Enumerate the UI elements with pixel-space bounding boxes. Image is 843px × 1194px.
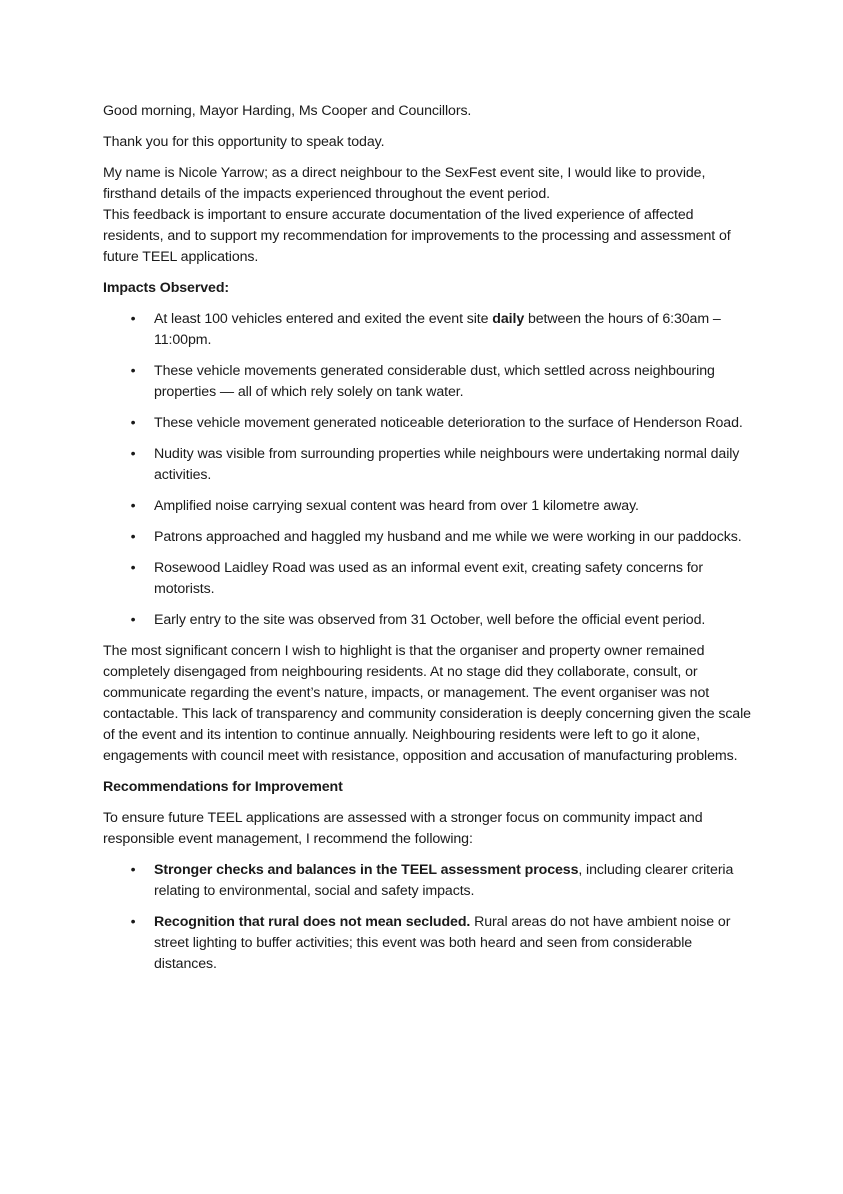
- list-item: • Nudity was visible from surrounding properties while neighbours were undertaking normal daily activities.: [103, 444, 753, 486]
- bullet-icon: •: [130, 363, 136, 379]
- emphasis: Recognition that rural does not mean secluded.: [154, 914, 471, 930]
- document-page: [103, 101, 753, 985]
- bullet-icon: •: [130, 862, 136, 878]
- list-item: • Recognition that rural does not mean secluded. Rural areas do not have ambient noise or street lighting to buffer activities; this event was both heard and seen from considerable distances.: [103, 912, 753, 975]
- bullet-icon: •: [130, 498, 136, 514]
- list-item: • Amplified noise carrying sexual content was heard from over 1 kilometre away.: [103, 496, 753, 517]
- list-item: • These vehicle movement generated noticeable deterioration to the surface of Henderson Road.: [103, 413, 753, 434]
- list-item: • Rosewood Laidley Road was used as an informal event exit, creating safety concerns for motorists.: [103, 558, 753, 600]
- recommendations-list: [103, 860, 753, 975]
- list-item: • At least 100 vehicles entered and exited the event site daily between the hours of 6:30am – 11:00pm.: [103, 309, 753, 351]
- intro-paragraph: [103, 163, 753, 268]
- emphasis: daily: [492, 311, 525, 327]
- thanks-paragraph: Thank you for this opportunity to speak today.: [103, 134, 385, 150]
- greeting: Good morning, Mayor Harding, Ms Cooper and Councillors.: [103, 103, 472, 119]
- impacts-list: [103, 309, 753, 631]
- concern-paragraph: The most significant concern I wish to highlight is that the organiser and property owner remained completely disengaged from neighbouring residents. At no stage did they collaborate, consult, or communicate regarding the event’s nature, impacts, or management. The event organiser was not contactable. This lack of transparency and community consideration is deeply concerning given the scale of the event and its intention to continue annually. Neighbouring residents were left to go it alone, engagements with council meet with resistance, opposition and accusation of manufacturing problems.: [103, 643, 751, 764]
- recommendations-intro: To ensure future TEEL applications are assessed with a stronger focus on community impact and responsible event management, I recommend the following:: [103, 810, 703, 847]
- list-item: • Early entry to the site was observed from 31 October, well before the official event period.: [103, 610, 753, 631]
- list-item: • Patrons approached and haggled my husband and me while we were working in our paddocks.: [103, 527, 753, 548]
- list-item: • These vehicle movements generated considerable dust, which settled across neighbouring properties — all of which rely solely on tank water.: [103, 361, 753, 403]
- bullet-icon: •: [130, 529, 136, 545]
- list-item: • Stronger checks and balances in the TEEL assessment process, including clearer criteria relating to environmental, social and safety impacts.: [103, 860, 753, 902]
- emphasis: Stronger checks and balances in the TEEL assessment process: [154, 862, 579, 878]
- impacts-heading: Impacts Observed:: [103, 280, 230, 296]
- bullet-icon: •: [130, 415, 136, 431]
- bullet-icon: •: [130, 560, 136, 576]
- intro-line-1: My name is Nicole Yarrow; as a direct neighbour to the SexFest event site, I would like to provide, firsthand details of the impacts experienced throughout the event period.: [103, 165, 706, 202]
- bullet-icon: •: [130, 914, 136, 930]
- bullet-icon: •: [130, 446, 136, 462]
- intro-line-2: This feedback is important to ensure accurate documentation of the lived experience of affected residents, and to support my recommendation for improvements to the processing and assessment of future TEEL applications.: [103, 207, 731, 265]
- recommendations-heading: Recommendations for Improvement: [103, 779, 343, 795]
- bullet-icon: •: [130, 311, 136, 327]
- bullet-icon: •: [130, 612, 136, 628]
